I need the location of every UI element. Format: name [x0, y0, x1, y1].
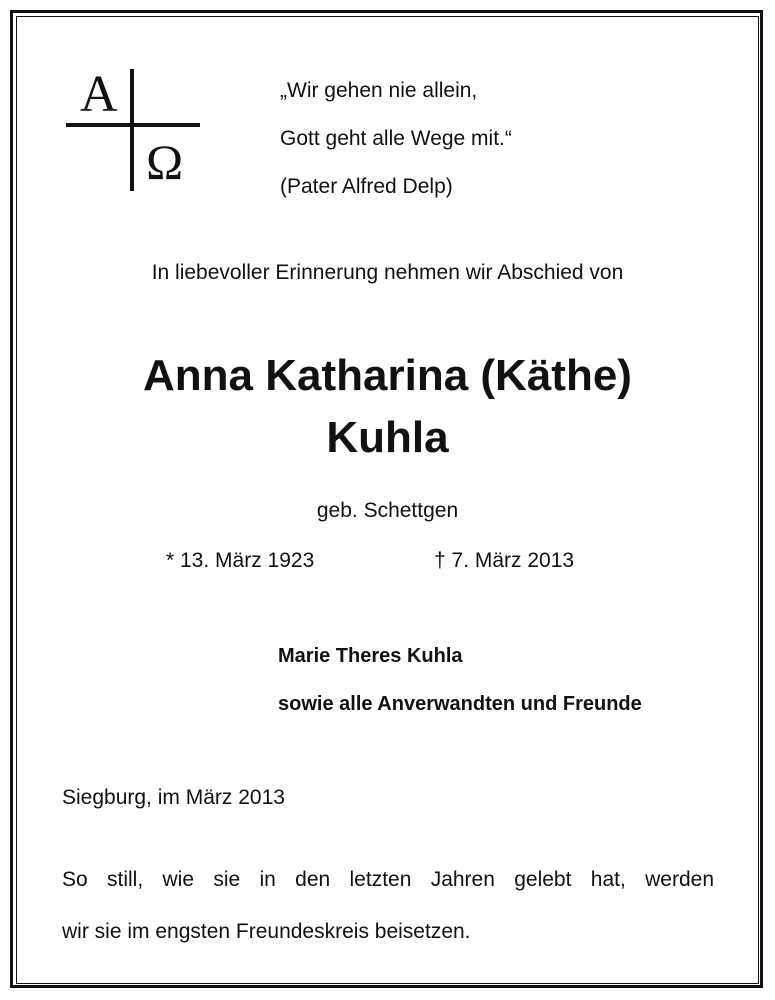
death-date: † 7. März 2013 — [434, 549, 575, 572]
closing-text — [62, 854, 714, 958]
deceased-name — [0, 345, 775, 469]
cross-horizontal-bar — [66, 123, 200, 127]
quote-line-1: „Wir gehen nie allein, — [280, 79, 478, 102]
birth-name: geb. Schettgen — [316, 499, 459, 522]
mourners-list — [278, 632, 642, 728]
alpha-letter: A — [80, 66, 118, 123]
deceased-name-line-1: Anna Katharina (Käthe) — [143, 351, 632, 400]
quote-line-2: Gott geht alle Wege mit.“ — [280, 127, 512, 150]
closing-line-2: wir sie im engsten Freundeskreis beisetzen. — [62, 920, 471, 943]
closing-line-1: So still, wie sie in den letzten Jahren gelebt hat, werden — [62, 868, 714, 891]
quote-block — [280, 67, 512, 211]
quote-attribution: (Pater Alfred Delp) — [280, 175, 453, 198]
cross-vertical-bar — [130, 69, 134, 191]
birth-date: * 13. März 1923 — [166, 549, 315, 572]
place-and-date: Siegburg, im März 2013 — [62, 786, 285, 809]
mourner-line: Marie Theres Kuhla — [278, 645, 463, 667]
omega-letter: Ω — [146, 134, 184, 190]
intro-text: In liebevoller Erinnerung nehmen wir Abschied von — [151, 261, 624, 284]
deceased-name-line-2: Kuhla — [326, 413, 449, 462]
mourner-line: sowie alle Anverwandten und Freunde — [278, 693, 642, 715]
alpha-omega-cross-emblem — [66, 65, 202, 193]
